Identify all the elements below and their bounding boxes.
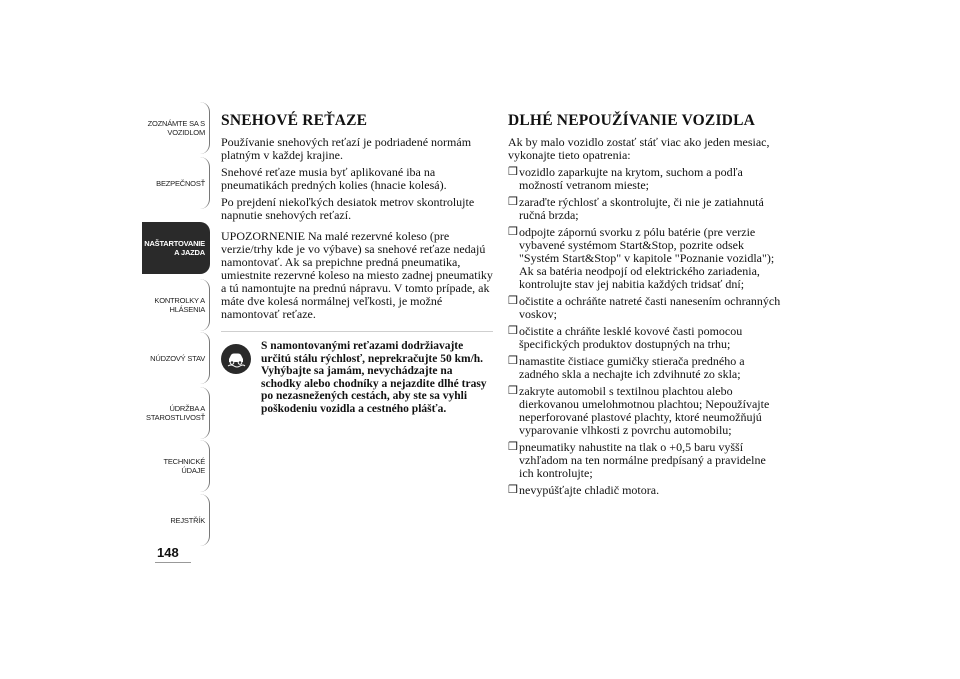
car-skid-icon [221, 344, 251, 374]
snow-chains-section [221, 112, 493, 415]
checkbox-bullet-icon: ❒ [508, 226, 518, 238]
checkbox-bullet-icon: ❒ [508, 484, 518, 496]
tab-label: NÚDZOVÝ STAV [150, 353, 205, 363]
checkbox-bullet-icon: ❒ [508, 385, 518, 397]
tab-label: KONTROLKY A HLÁSENIA [154, 296, 205, 314]
list-item: ❒ očistite a ochráňte natreté časti nanesením ochranných voskov; [508, 294, 781, 321]
page-number: 148 [157, 545, 179, 560]
checkbox-bullet-icon: ❒ [508, 295, 518, 307]
list-item: ❒ nevypúšťajte chladič motora. [508, 483, 660, 497]
tab-label: ÚDRŽBA A STAROSTLIVOSŤ [146, 404, 205, 422]
tab-bezpecnost[interactable] [142, 157, 210, 209]
tab-label: NAŠTARTOVANIE A JAZDA [144, 239, 205, 257]
checkbox-bullet-icon: ❒ [508, 166, 518, 178]
tab-nastartovanie[interactable] [142, 222, 210, 274]
tab-label: ZOZNÁMTE SA S VOZIDLOM [147, 119, 205, 137]
tab-kontrolky[interactable] [142, 279, 210, 331]
warning-block [221, 331, 493, 415]
list-item: ❒ zaraďte rýchlosť a skontrolujte, či nie je zatiahnutá ručná brzda; [508, 195, 764, 222]
tab-label: TECHNICKÉ ÚDAJE [163, 457, 205, 475]
list-item: ❒ očistite a chráňte lesklé kovové časti pomocou špecifických produktov dostupných na trhu; [508, 324, 743, 351]
list-item: ❒ odpojte zápornú svorku z pólu batérie (pre verzie vybavené systémom Start&Stop, pozrite odsek "Systém Start&Stop" v kapitole "Poznanie vozidla"); Ak sa batéria neodpojí od elektrického zariadenia, kontrolujte stav jej nabitia každých tridsať dní; [508, 225, 775, 291]
tab-rejstrik[interactable] [142, 494, 210, 546]
paragraph: Snehové reťaze musia byť aplikované iba na pneumatikách predných kolies (hnacie kolesá). [221, 165, 447, 192]
warning-body: S namontovanými reťazami dodržiavajte určitú stálu rýchlosť, neprekračujte 50 km/h. Vyhýbajte sa jamám, nevychádzajte na schodky alebo chodníky a nejazdite dlhé trasy po nezasnežených cestách, aby ste sa vyhli poškodeniu vozidla a cestného plášťa. [261, 340, 487, 415]
list-item: ❒ zakryte automobil s textilnou plachtou alebo dierkovanou umelohmotnou plachtou; Nepoužívajte neperforované plastové plachty, ktoré neumožňujú vyparovanie vlhkosti z povrchu automobilu; [508, 384, 770, 437]
list-item: ❒ pneumatiky nahustite na tlak o +0,5 baru vyšší vzhľadom na ten normálne predpísaný a pravidelne ich kontrolujte; [508, 440, 766, 480]
checkbox-bullet-icon: ❒ [508, 441, 518, 453]
checkbox-bullet-icon: ❒ [508, 355, 518, 367]
storage-checklist [508, 166, 783, 497]
section-heading: SNEHOVÉ REŤAZE [221, 112, 368, 129]
long-storage-section [508, 112, 783, 501]
checkbox-bullet-icon: ❒ [508, 325, 518, 337]
tab-label: BEZPEČNOSŤ [156, 178, 205, 188]
tab-technicke-udaje[interactable] [142, 440, 210, 492]
list-item: ❒ namastite čistiace gumičky stierača predného a zadného skla a nechajte ich zdvihnuté zo skla; [508, 354, 745, 381]
tab-zoznamte-sa[interactable] [142, 102, 210, 154]
paragraph: Po prejdení niekoľkých desiatok metrov skontrolujte napnutie snehových reťazí. [221, 195, 475, 222]
list-item: ❒ vozidlo zaparkujte na krytom, suchom a podľa možností vetranom mieste; [508, 165, 743, 192]
page-number-divider [155, 562, 191, 563]
note-paragraph: UPOZORNENIE Na malé rezervné koleso (pre verzie/trhy kde je vo výbave) sa snehové reťaze nedajú namontovať. Ak sa prepichne predná pneumatika, umiestnite rezervné koleso na miesto zadnej pneumatiky a tú namontujte na prednú nápravu. V tomto prípade, ak máte dve kolesá normálnej veľkosti, je možné namontovať reťaze. [221, 229, 493, 321]
section-heading: DLHÉ NEPOUŽÍVANIE VOZIDLA [508, 112, 756, 129]
tab-udrzba[interactable] [142, 387, 210, 439]
intro-paragraph: Ak by malo vozidlo zostať stáť viac ako jeden mesiac, vykonajte tieto opatrenia: [508, 135, 770, 162]
paragraph: Používanie snehových reťazí je podriadené normám platným v každej krajine. [221, 135, 472, 162]
tab-nudzovy-stav[interactable] [142, 332, 210, 384]
checkbox-bullet-icon: ❒ [508, 196, 518, 208]
tab-label: REJSTŘÍK [170, 515, 205, 525]
warning-text [221, 340, 493, 415]
